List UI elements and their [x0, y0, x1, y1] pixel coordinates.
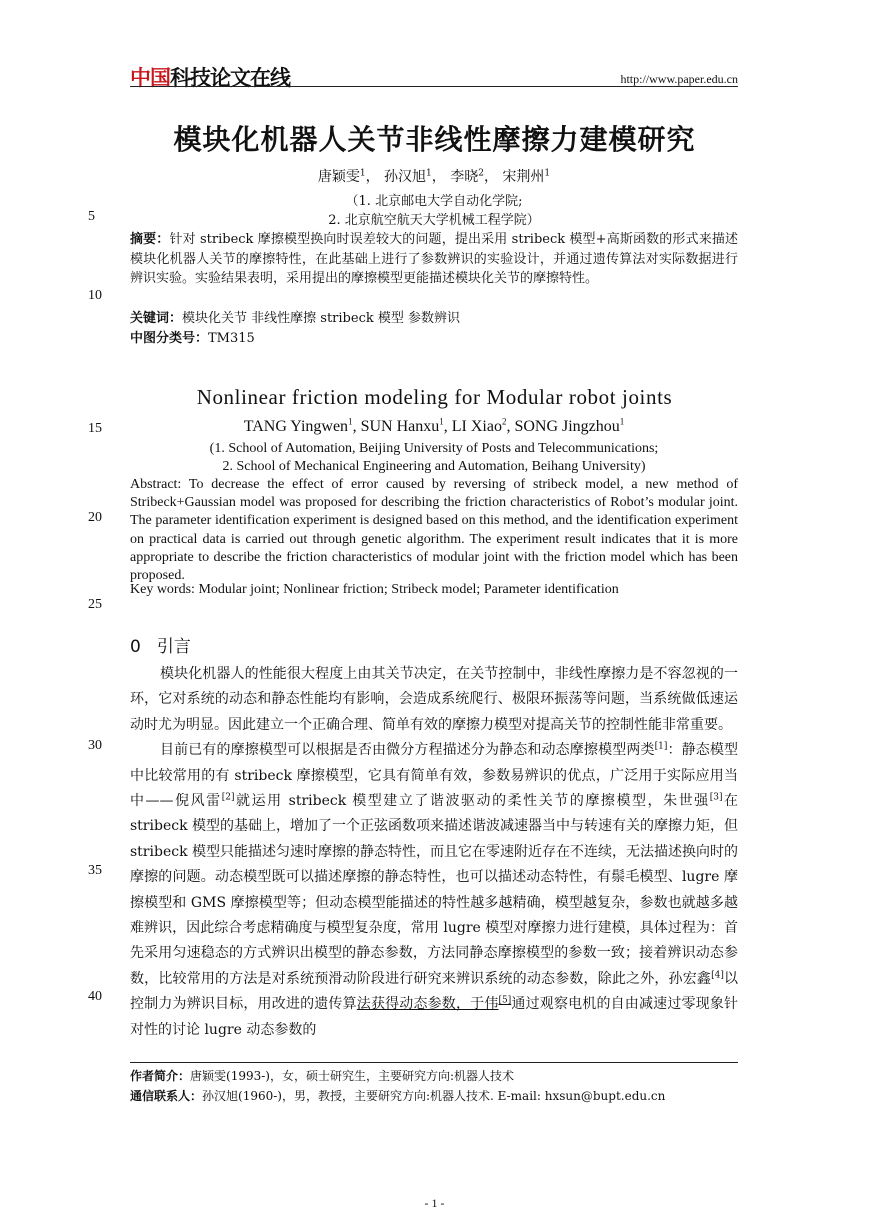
- line-number: 10: [88, 288, 102, 303]
- header-rule: [130, 86, 738, 87]
- line-number: 20: [88, 510, 102, 525]
- keywords-en: Key words: Modular joint; Nonlinear friction; Stribeck model; Parameter identification: [130, 582, 619, 597]
- journal-logo: 中国科技论文在线: [130, 66, 290, 90]
- line-number: 15: [88, 421, 102, 436]
- page-number: - 1 -: [424, 1196, 445, 1210]
- clc-number: 中图分类号：TM315: [130, 331, 255, 346]
- paper-title-en: Nonlinear friction modeling for Modular robot joints: [196, 385, 673, 409]
- section-heading: 0 引言: [130, 637, 191, 657]
- line-number: 25: [88, 597, 102, 612]
- footnote-contact: 通信联系人：孙汉旭(1960-)，男，教授，主要研究方向:机器人技术. E-mail: hxsun@bupt.edu.cn: [130, 1089, 666, 1103]
- authors-cn: 唐颖雯$^1$， 孙汉旭$^1$， 李晓$^2$， 宋荆州$^1$: [317, 168, 551, 185]
- body-text: [130, 662, 738, 1043]
- affiliation-cn-line1: （1. 北京邮电大学自动化学院;: [345, 194, 523, 209]
- authors-en: TANG Yingwen$^1$, SUN Hanxu$^1$, LI Xiao$^2$, SONG Jingzhou$^1$: [243, 416, 625, 435]
- footnote-rule: [130, 1062, 738, 1063]
- affiliation-en-line2: 2. School of Mechanical Engineering and Automation, Beihang University): [222, 459, 646, 474]
- line-number: 35: [88, 863, 102, 878]
- keywords-cn: 关键词：模块化关节 非线性摩擦 stribeck 模型 参数辨识: [130, 311, 460, 326]
- paragraph-2: 目前已有的摩擦模型可以根据是否由微分方程描述分为静态和动态摩擦模型两类[1]：静态模型中比较常用的有 stribeck 摩擦模型，它具有简单有效，参数易辨识的优点，广泛用于实际应用当中——倪风雷[2]就运用 stribeck 模型建立了谐波驱动的柔性关节的摩擦模型，朱世强[3]在 stribeck 模型的基础上，增加了一个正弦函数项来描述谐波减速器当中与转速有关的摩擦力矩，但 stribeck 模型只能描述匀速时摩擦的静态特性，而且它在零速附近存在不连续，无法描述换向时的摩擦的问题。动态模型既可以描述摩擦的静态特性，也可以描述动态特性，有鬃毛模型、lugre 摩擦模型和 GMS 摩擦模型等；但动态模型能描述的特性越多越精确，模型越复杂，参数也就越多越难辨识，因此综合考虑精确度与模型复杂度，常用 lugre 模型对摩擦力进行建模，具体过程为：首先采用匀速稳态的方式辨识出模型的静态参数，方法同静态摩擦模型的参数一致；接着辨识动态参数，比较常用的方法是对系统预滑动阶段进行研究来辨识系统的动态参数，除此之外，孙宏鑫[4]以控制力为辨识目标，用改进的遗传算法获得动态参数，于伟[5]通过观察电机的自由减速过零现象针对性的讨论 lugre 动态参数的: [130, 741, 739, 1038]
- affiliation-cn-line2: 2. 北京航空航天大学机械工程学院）: [328, 213, 540, 228]
- abstract-cn: 摘要：针对 stribeck 摩擦模型换向时误差较大的问题，提出采用 stribeck 模型+高斯函数的形式来描述模块化机器人关节的摩擦特性，在此基础上进行了参数辨识的实验设计，并通过遗传算法对实际数据进行辨识实验。实验结果表明，采用提出的摩擦模型更能描述模块化关节的摩擦特性。: [130, 232, 738, 286]
- line-number: 40: [88, 989, 102, 1004]
- affiliation-en-line1: (1. School of Automation, Beijing University of Posts and Telecommunications;: [209, 441, 659, 456]
- line-number: 5: [88, 209, 95, 224]
- footnote-author-bio: 作者简介：唐颖雯(1993-)，女，硕士研究生，主要研究方向:机器人技术: [130, 1069, 515, 1083]
- abstract-en: Abstract: To decrease the effect of error caused by reversing of stribeck model, a new method of Stribeck+Gaussian model was proposed for describing the friction characteristics of Robot’s modular joint. The parameter identification experiment is designed based on this method, and the identification experiment on practical data is carried out through genetic algorithm. The experiment result indicates that it is more appropriate to describe the friction characteristics of modular joint with the friction model which has been proposed.: [130, 477, 738, 584]
- line-number: 30: [88, 738, 102, 753]
- paper-title-cn: 模块化机器人关节非线性摩擦力建模研究: [173, 123, 696, 156]
- paragraph-1: 模块化机器人的性能很大程度上由其关节决定，在关节控制中，非线性摩擦力是不容忽视的一环，它对系统的动态和静态性能均有影响，会造成系统爬行、极限环振荡等问题，当系统做低速运动时尤为明显。因此建立一个正确合理、简单有效的摩擦力模型对提高关节的控制性能非常重要。: [130, 666, 738, 733]
- header-url[interactable]: http://www.paper.edu.cn: [620, 72, 738, 86]
